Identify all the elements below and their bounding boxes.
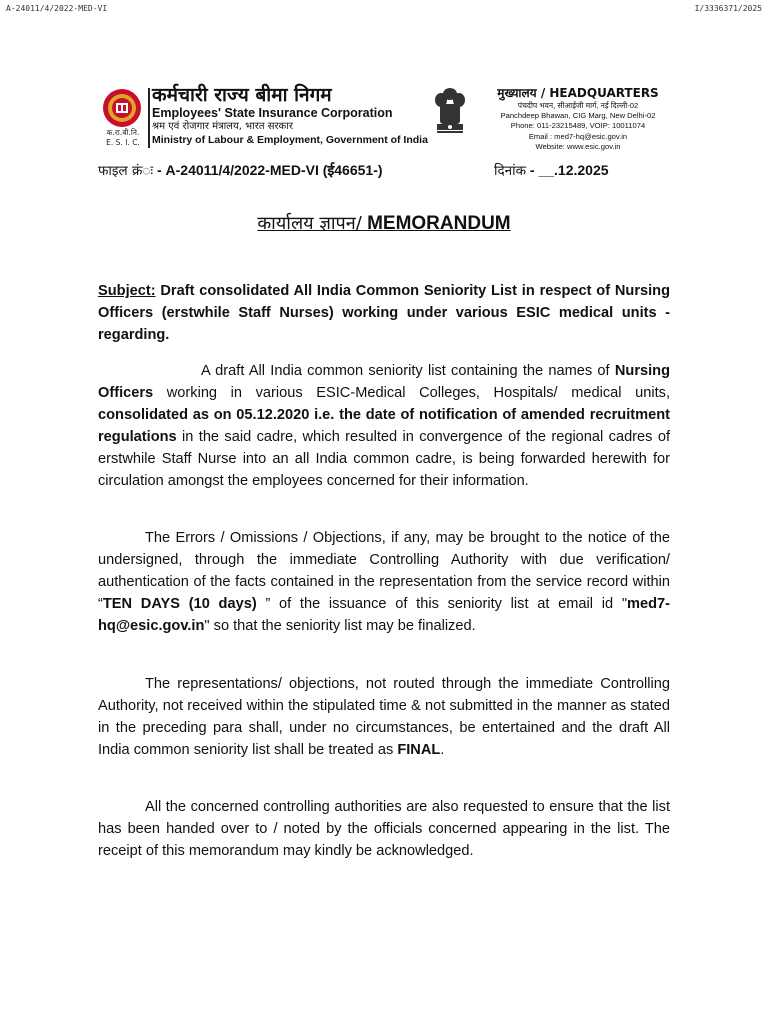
subject-label: Subject: xyxy=(98,283,156,299)
p2-text-2: ” of the issuance of this seniority list at email id " xyxy=(256,596,628,612)
paragraph-4 xyxy=(98,796,670,862)
paragraph-3 xyxy=(98,673,670,761)
headquarters-block xyxy=(478,86,678,152)
ministry-hindi: श्रम एवं रोजगार मंत्रालय, भारत सरकार xyxy=(152,121,293,132)
doc-ref-top-left: A-24011/4/2022-MED-VI xyxy=(6,4,108,13)
hq-email: Email : med7-hq@esic.gov.in xyxy=(528,131,628,141)
p1-text-3: in the said cadre, which resulted in convergence of the regional cadres of erstwhile Staff Nurse into an all India common cadre, is being forwarded herewith for circulation amongst the employees concerned for their information. xyxy=(98,429,670,489)
org-name-english: Employees' State Insurance Corporation xyxy=(152,106,393,120)
subject-text: Draft consolidated All India Common Seniority List in respect of Nursing Officers (erstwhile Staff Nurses) working under various ESIC medical units - regarding. xyxy=(98,283,670,343)
ministry-english: Ministry of Labour & Employment, Government of India xyxy=(152,134,428,146)
subject-paragraph xyxy=(98,280,670,346)
header-divider xyxy=(148,88,150,148)
date-value: - __.12.2025 xyxy=(526,162,609,178)
file-reference xyxy=(98,161,383,180)
hq-address-english: Panchdeep Bhawan, CIG Marg, New Delhi-02 xyxy=(500,111,656,121)
p1-text-2: working in various ESIC-Medical Colleges, Hospitals/ medical units, xyxy=(153,385,670,401)
letterhead xyxy=(100,84,680,152)
p1-bold-2: consolidated as on 05.12.2020 i.e. the date of notification of amended recruitment regulations xyxy=(98,407,670,445)
p2-bold-email: med7-hq@esic.gov.in xyxy=(98,596,670,634)
page-title xyxy=(0,211,768,235)
hq-title: मुख्यालय / HEADQUARTERS xyxy=(497,86,659,100)
p1-bold-1: Nursing Officers xyxy=(98,363,670,401)
p4-text-1: All the concerned controlling authorities are also requested to ensure that the list has been handed over to / noted by the officials concerned appearing in the list. The receipt of this memorandum may kindly be acknowledged. xyxy=(98,799,670,859)
paragraph-1 xyxy=(98,360,670,492)
hq-website: Website: www.esic.gov.in xyxy=(535,141,621,151)
esic-logo-icon xyxy=(102,88,142,128)
file-number: - A-24011/4/2022-MED-VI (ई46651-) xyxy=(153,162,383,178)
date-reference xyxy=(494,161,609,179)
p2-bold-1: TEN DAYS (10 days) xyxy=(102,596,257,612)
logo-caption xyxy=(100,128,146,148)
paragraph-2 xyxy=(98,527,670,637)
p2-text-3: " so that the seniority list may be finalized. xyxy=(204,618,476,634)
hq-address-hindi: पंचदीप भवन, सीआईजी मार्ग, नई दिल्ली-02 xyxy=(517,101,639,110)
date-label: दिनांक xyxy=(494,163,527,179)
logo-caption-hindi: क.रा.बी.नि. xyxy=(106,128,140,137)
title-hindi: कार्यालय ज्ञापन/ xyxy=(257,213,362,234)
doc-ref-top-right: I/3336371/2025 xyxy=(694,4,762,13)
p3-text-2: . xyxy=(440,742,445,758)
national-emblem-icon xyxy=(432,86,468,144)
org-name-hindi: कर्मचारी राज्य बीमा निगम xyxy=(152,84,332,106)
p3-text-1: The representations/ objections, not routed through the immediate Controlling Authority, not received within the stipulated time & not submitted in the manner as stated in the preceding para shall, under no circumstances, be entertained and the draft All India common seniority list shall be treated as xyxy=(98,676,670,758)
p3-bold-final: FINAL xyxy=(397,742,441,758)
file-label: फाइल क्रं◌ः xyxy=(98,163,154,179)
organization-block xyxy=(152,84,432,147)
hq-phone: Phone: 011-23215489, VOIP: 10011074 xyxy=(510,121,646,131)
p1-text-1: A draft All India common seniority list containing the names of xyxy=(201,363,615,379)
title-english: MEMORANDUM xyxy=(361,213,511,234)
p2-text-1: The Errors / Omissions / Objections, if any, may be brought to the notice of the undersigned, through the immediate Controlling Authority with due verification/ authentication of the facts contained in the representation from the service record within “ xyxy=(98,530,670,612)
logo-caption-english: E. S. I. C. xyxy=(106,138,140,147)
